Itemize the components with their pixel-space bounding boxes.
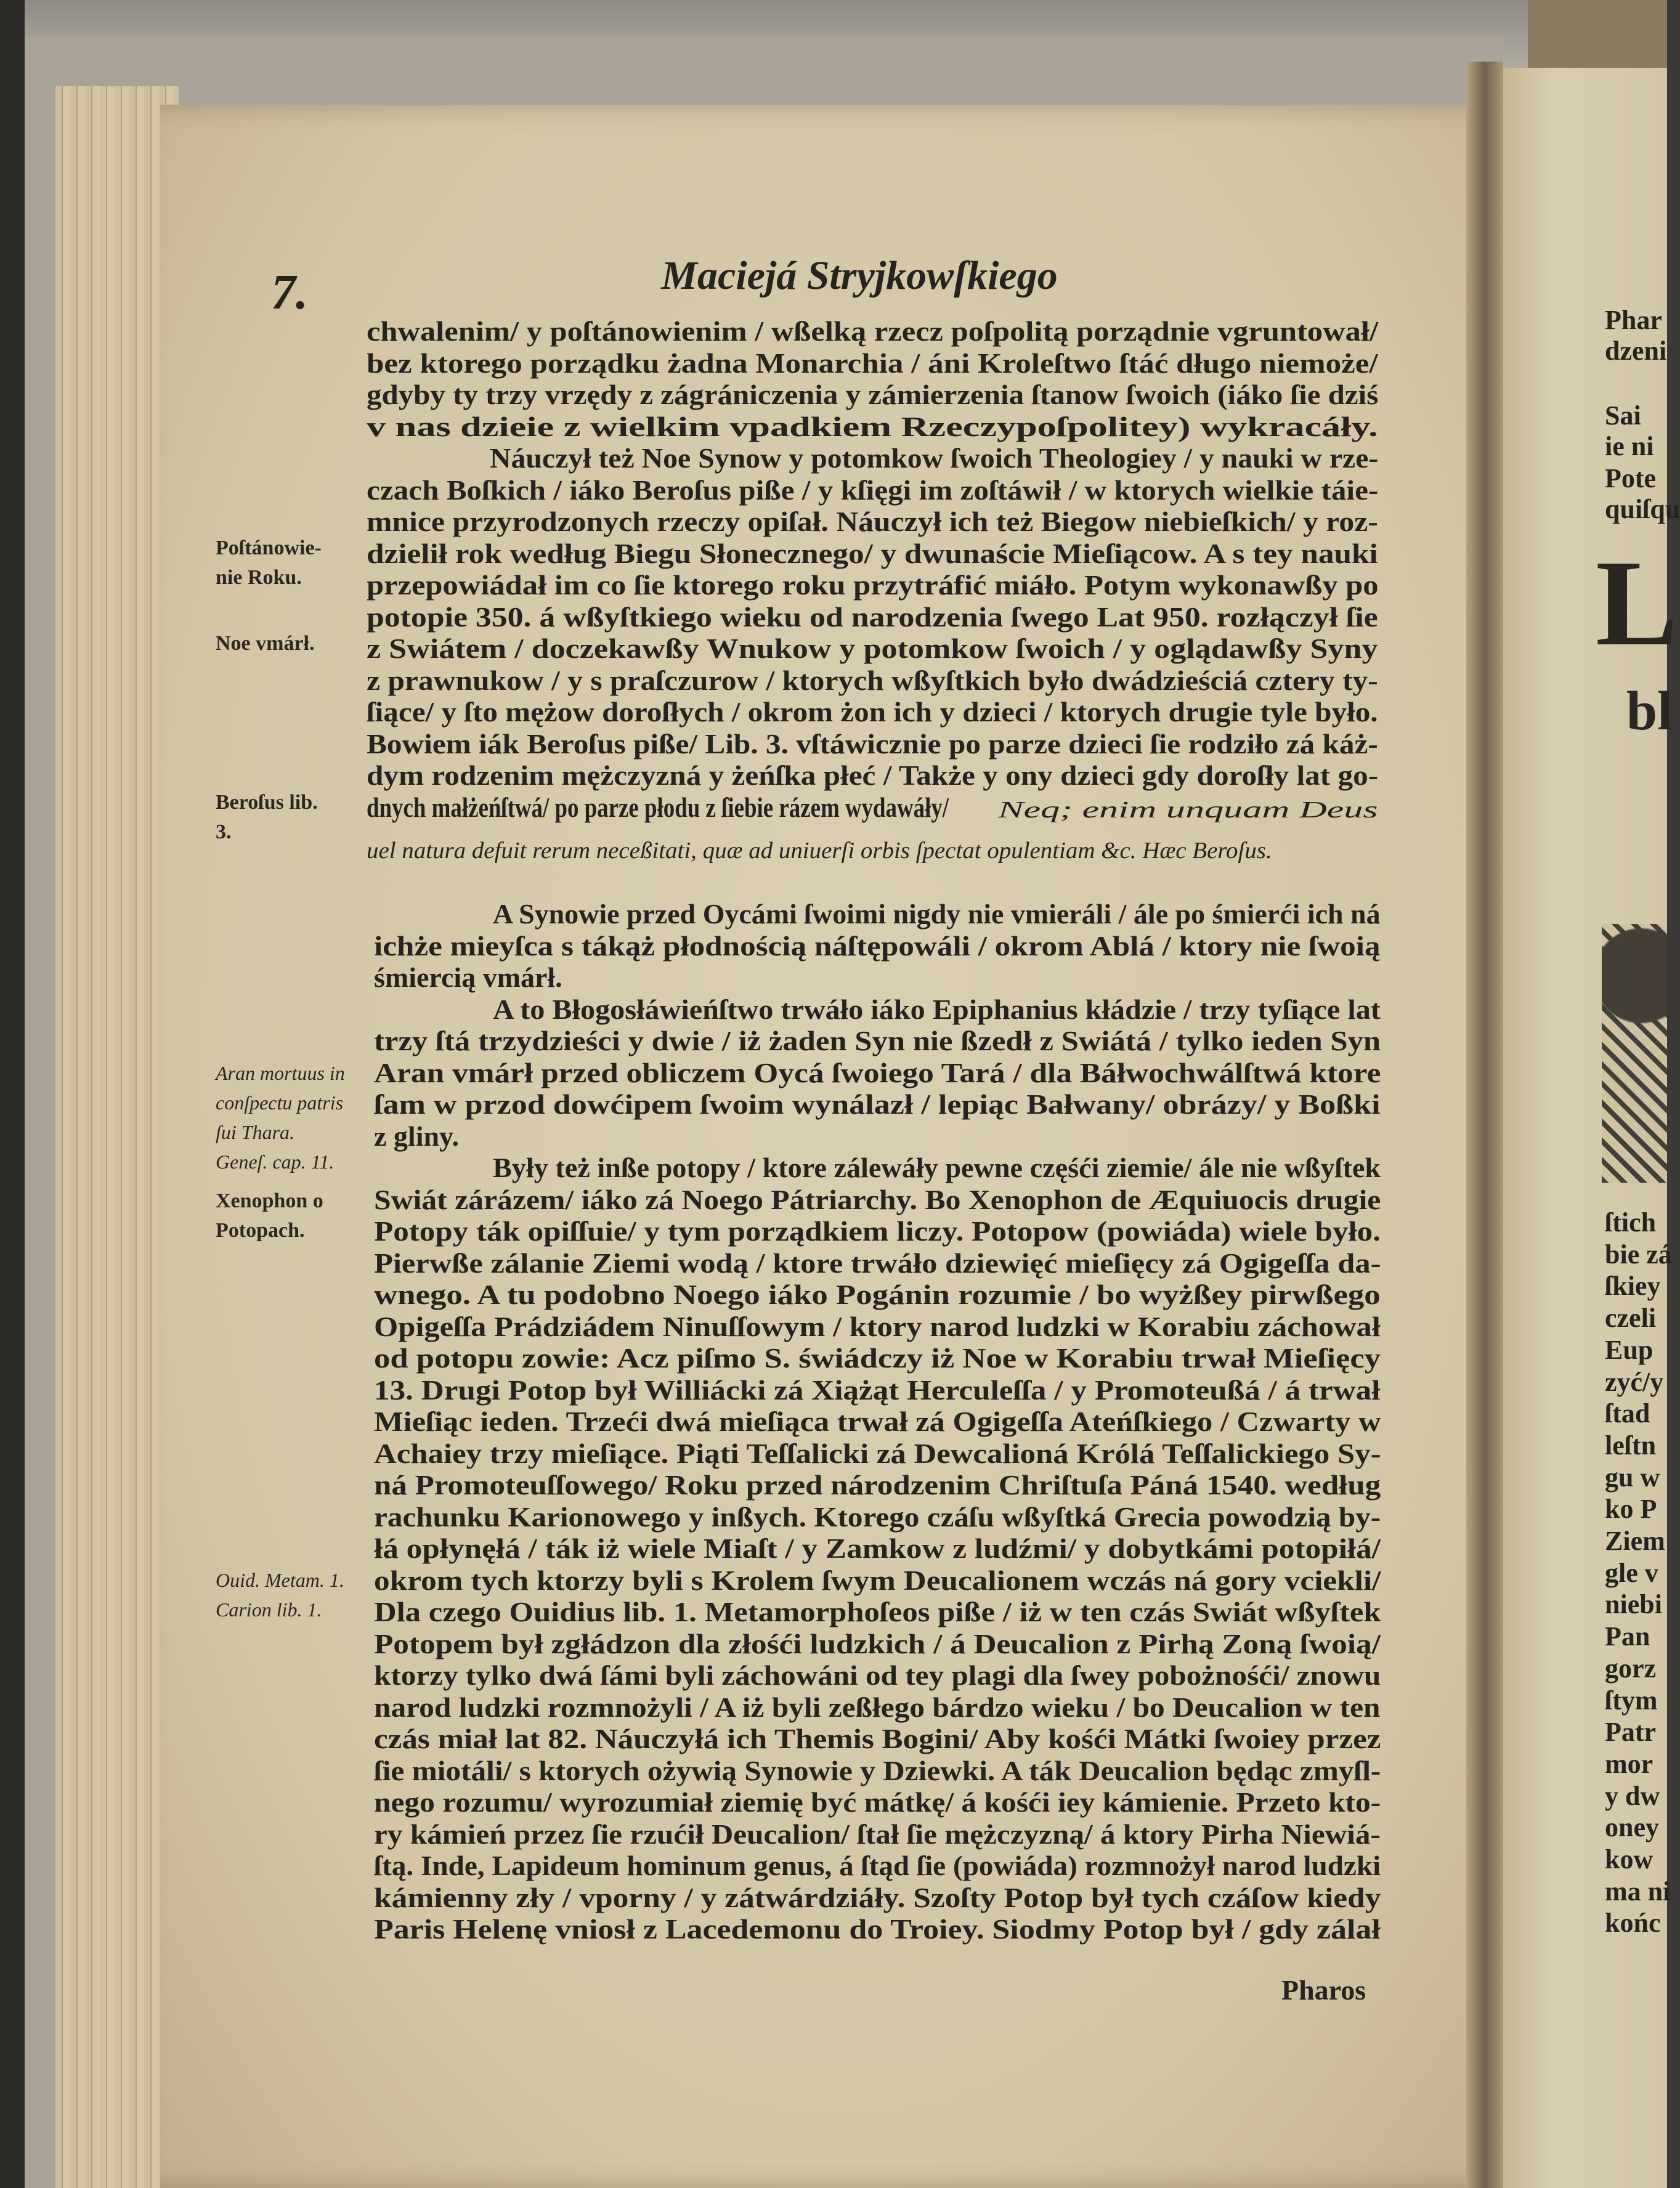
margin-note: Aran mortuus in <box>216 1062 345 1084</box>
margin-note: 3. <box>216 820 232 843</box>
text-line: nego rozumu/ wyrozumiał ziemię być mátkę/ á kośći iey kámienie. Przeto kto- <box>374 1786 1381 1818</box>
right-page-text-fragment: Eup <box>1605 1334 1654 1365</box>
margin-note: Noe vmárł. <box>216 632 315 655</box>
margin-note: conſpectu patris <box>216 1092 344 1114</box>
text-line: przepowiádał im co ſie ktorego roku przytráfić miáło. Potym wykonawßy po <box>367 569 1379 601</box>
text-line: gdyby ty trzy vrzędy z zágrániczenia y zámierzenia ſtanow ſwoich (iáko ſie dziś <box>367 379 1379 410</box>
text-line: wnego. A tu podobno Noego iáko Pogánin rozumie / bo wyżßey pirwßego <box>374 1279 1381 1310</box>
text-line: bez ktorego porządku żadna Monarchia / áni Kroleſtwo ſtáć długo niemoże/ <box>367 347 1378 379</box>
page-number: 7. <box>271 265 308 320</box>
decorated-initial-l: L <box>1596 535 1678 671</box>
book-cover-edge <box>0 0 25 2188</box>
latin-quote-line: Neq; enim unquam Deus <box>998 797 1378 823</box>
right-page-text-fragment: ko P <box>1605 1494 1657 1525</box>
text-line: czás miał lat 82. Náuczyłá ich Themis Bogini/ Aby kośći Mátki ſwoiey przez <box>374 1723 1381 1754</box>
right-page-text-fragment: ſtad <box>1605 1398 1650 1429</box>
right-page-text-fragment: ſkiey <box>1605 1271 1661 1302</box>
right-page-text-fragment: Phar <box>1605 305 1662 335</box>
right-cover-edge <box>1528 0 1667 68</box>
margin-note: Potopach. <box>216 1219 305 1242</box>
text-line: śmiercią vmárł. <box>374 962 562 993</box>
right-page-text-fragment: Pote <box>1605 463 1657 493</box>
running-title: Maciejá Stryjkowſkiego <box>661 253 1058 298</box>
text-line: z gliny. <box>374 1120 460 1152</box>
text-line: kámienny zły / vporny / y zátwárdziáły. Szoſty Potop był tych czáſow kiedy <box>374 1881 1381 1913</box>
margin-note: Geneſ. cap. 11. <box>216 1151 335 1173</box>
text-line: ſie miotáli/ s ktorych ożywią Synowie y Dziewki. A ták Deucalion będąc zmyſl- <box>374 1754 1381 1786</box>
right-page-text-fragment: ie ni <box>1605 431 1654 461</box>
text-line: Mieſiąc ieden. Trzeći dwá mieſiąca trwał zá Ogigeſſa Ateńſkiego / Czwarty w <box>374 1406 1381 1437</box>
text-line: Pierwße zálanie Ziemi wodą / ktore trwáło dziewięć mieſięcy zá Ogigeſſa da- <box>374 1247 1381 1279</box>
text-line: ná Promoteuſſowego/ Roku przed národzenim Chriſtuſa Páná 1540. według <box>374 1469 1381 1501</box>
text-line: ſtą. Inde, Lapideum hominum genus, á ſtąd ſie (powiáda) rozmnożył narod ludzki <box>374 1850 1381 1881</box>
text-line: Bowiem iák Beroſus piße/ Lib. 3. vſtáwicznie po parze dzieci ſie rodziło zá káż- <box>367 727 1378 760</box>
margin-note: nie Roku. <box>216 566 302 589</box>
ornamental-initial-icon <box>1602 924 1667 1183</box>
book-gutter <box>1466 62 1503 2188</box>
text-line: czach Boſkich / iáko Beroſus piße / y kſięgi im zoſtáwił / w ktorych wielkie táie- <box>367 474 1379 506</box>
text-line: ſam w przod dowćipem ſwoim wynálazł / lepiąc Bałwany/ obrázy/ y Boßki <box>374 1088 1381 1120</box>
text-line: potopie 350. á wßyſtkiego wieku od narodzenia ſwego Lat 950. rozłączył ſie <box>367 601 1378 633</box>
right-page-text-fragment: czeli <box>1605 1303 1657 1334</box>
text-line: chwalenim/ y poſtánowienim / wßelką rzecz poſpolitą porządnie vgruntował/ <box>367 315 1378 347</box>
margin-note: Xenophon o <box>216 1189 323 1212</box>
text-line: okrom tych ktorzy byli s Krolem ſwym Deucalionem wczás ná gory vciekli/ <box>374 1564 1381 1596</box>
text-line: Dla czego Ouidius lib. 1. Metamorphoſeos piße / iż w ten czás Swiát wßyſtek <box>374 1596 1381 1627</box>
text-line: ktorzy tylko dwá ſámi byli záchowáni od tey plagi dla ſwey pobożnośći/ znowu <box>374 1659 1381 1691</box>
text-line: Potopy ták opiſſuie/ y tym porządkiem liczy. Potopow (powiáda) wiele było. <box>374 1215 1381 1247</box>
text-line: 13. Drugi Potop był Williácki zá Xiążąt Herculeſſa / y Promoteußá / á trwał <box>374 1374 1381 1406</box>
right-page-text-fragment: y dw <box>1605 1780 1660 1811</box>
text-line: ichże mieyſca s tákąż płodnością náſtępowáli / okrom Ablá / ktory nie ſwoią <box>374 930 1381 962</box>
right-page-text-fragment: Pan <box>1605 1621 1650 1652</box>
right-page-text-fragment: końc <box>1605 1908 1661 1939</box>
latin-quote-line: uel natura defuit rerum neceßitati, quæ ad uniuerſi orbis ſpectat opulentiam &c. Hæc Beroſus. <box>367 838 1272 864</box>
text-line: z prawnukow / y s praſczurow / ktorych wßyſtkich było dwádzieściá cztery ty- <box>367 664 1378 696</box>
text-line: dym rodzenim mężczyzná y żeńſka płeć / Także y ony dzieci gdy doroſły lat go- <box>367 760 1379 791</box>
text-line: ry kámień przez ſie rzućił Deucalion/ ſtał ſie mężczyzną/ á ktory Pirha Niewiá- <box>374 1818 1381 1850</box>
text-line: Paris Helenę vniosł z Lacedemonu do Troiey. Siodmy Potop był / gdy zálał <box>374 1913 1381 1945</box>
text-line: od potopu zowie: Acz piſmo S. świádczy iż Noe w Korabiu trwał Mieſięcy <box>374 1342 1381 1374</box>
text-line: mnice przyrodzonych rzeczy opiſał. Náuczył ich też Biegow niebieſkich/ y roz- <box>367 506 1378 537</box>
right-page-text-fragment: gorz <box>1605 1653 1657 1684</box>
right-page-text-fragment: mor <box>1605 1748 1654 1779</box>
text-line: łá opłynęłá / ták iż wiele Miaſt / y Zamkow z ludźmi/ y dobytkámi potopiłá/ <box>374 1533 1381 1564</box>
text-line: Náuczył też Noe Synow y potomkow ſwoich Theologiey / y nauki w rze- <box>490 442 1379 474</box>
margin-note: Carion lib. 1. <box>216 1598 322 1621</box>
right-page-text-fragment: quiſqu <box>1605 494 1680 524</box>
right-page-text-fragment: zyć/y <box>1605 1366 1664 1397</box>
text-line: A to Błogosłáwieńſtwo trwáło iáko Epiphanius kłádzie / trzy tyſiące lat <box>493 993 1381 1025</box>
text-line: dzielił rok według Biegu Słonecznego/ y dwunaście Mieſiącow. A s tey nauki <box>367 537 1378 569</box>
text-line: ſiące/ y ſto mężow doroſłych / okrom żon ich y dzieci / ktorych drugie tyle było. <box>367 696 1378 727</box>
right-page-text-fragment: Sai <box>1605 400 1641 431</box>
right-page-text-fragment: oney <box>1605 1812 1659 1843</box>
right-page-text-fragment: ſtym <box>1605 1685 1658 1716</box>
text-line: dnych małżeńſtwá/ po parze płodu z ſiebie rázem wydawáły/ <box>367 791 949 823</box>
right-page-text-fragment: niebi <box>1605 1589 1662 1620</box>
margin-note: ſui Thara. <box>216 1121 295 1143</box>
margin-note: Poſtánowie- <box>216 537 322 559</box>
right-page-text-fragment: Ziem <box>1605 1526 1665 1556</box>
text-line: narod ludzki rozmnożyli / A iż byli zeßłego bárdzo wieku / bo Deucalion w ten <box>374 1691 1381 1723</box>
margin-note: Beroſus lib. <box>216 791 318 814</box>
right-page-text-fragment: gle v <box>1605 1557 1658 1588</box>
text-line: A Synowie przed Oycámi ſwoimi nigdy nie vmieráli / ále po śmierći ich ná <box>493 898 1381 930</box>
right-page-text-fragment: ſtich <box>1605 1207 1657 1238</box>
right-page-text-fragment: Patr <box>1605 1717 1657 1748</box>
text-line: Aran vmárł przed obliczem Oycá ſwoiego Tará / dla Báłwochwálſtwá ktore <box>374 1056 1381 1088</box>
text-line: trzy ſtá trzydzieści y dwie / iż żaden Syn nie ßzedł z Swiátá / tylko ieden Syn <box>374 1025 1381 1056</box>
right-page-text-fragment: leſtn <box>1605 1430 1657 1461</box>
text-line: Achaiey trzy mieſiące. Piąti Teſſalicki zá Dewcalioná Królá Teſſalickiego Sy- <box>374 1437 1381 1469</box>
right-page-text-fragment: dzeni <box>1605 336 1667 366</box>
text-line: Opigeſſa Prádziádem Ninuſſowym / ktory narod ludzki w Korabiu záchował <box>374 1310 1381 1342</box>
text-line: rachunku Karionowego y inßych. Ktorego czáſu wßyſtká Grecia powodzią by- <box>374 1501 1381 1533</box>
text-line: v nas dzieie z wielkim vpadkiem Rzeczypoſpolitey) wykracáły. <box>367 410 1378 442</box>
margin-note: Ouid. Metam. 1. <box>216 1569 344 1591</box>
right-page-text-fragment: gu w <box>1605 1462 1660 1493</box>
text-line: z Swiátem / doczekawßy Wnukow y potomkow ſwoich / y oglądawßy Syny <box>367 633 1378 664</box>
decorated-heading-fragment: bl <box>1626 681 1673 742</box>
text-line: Potopem był zgłádzon dla złośći ludzkich / á Deucalion z Pirhą Zoną ſwoią/ <box>374 1627 1381 1659</box>
text-line: Swiát zárázem/ iáko zá Noego Pátriarchy. Bo Xenophon de Æquiuocis drugie <box>374 1183 1381 1215</box>
catchword: Pharos <box>1281 1974 1366 2006</box>
right-page-text-fragment: ma ni <box>1605 1876 1671 1906</box>
text-line: Były też inße potopy / ktore zálewáły pewne częśći ziemie/ ále nie wßyſtek <box>493 1152 1381 1183</box>
right-page-text-fragment: bie zá <box>1605 1239 1672 1270</box>
right-page-text-fragment: kow <box>1605 1844 1654 1874</box>
